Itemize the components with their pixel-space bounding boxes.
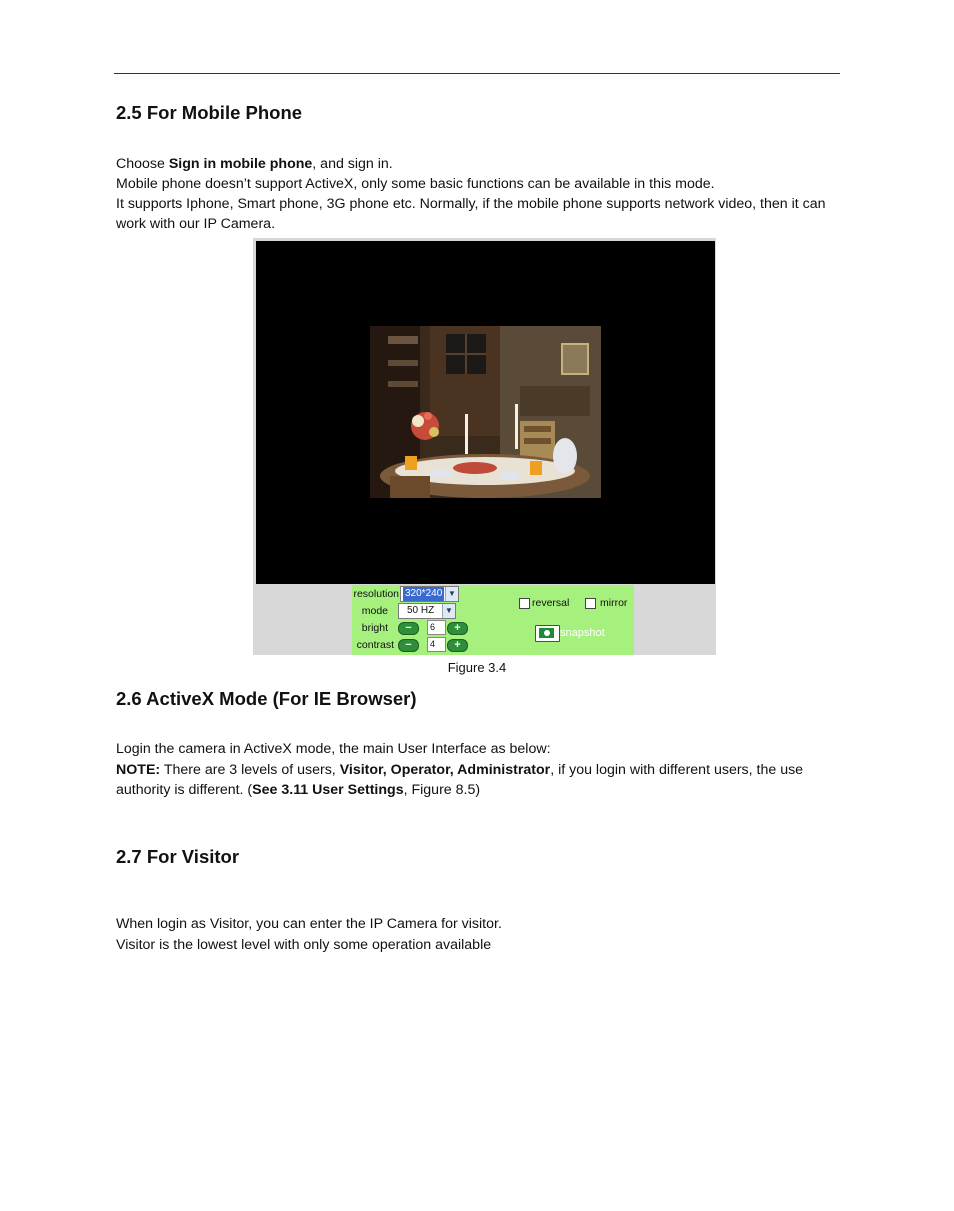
section-heading-2-6: 2.6 ActiveX Mode (For IE Browser) [116, 688, 417, 709]
paragraph-sign-in [116, 154, 840, 174]
mirror-label: mirror [600, 597, 628, 609]
resolution-value: 320*240 [405, 588, 443, 599]
resolution-select[interactable] [400, 586, 459, 602]
contrast-decrease-button[interactable]: − [398, 639, 419, 652]
text: There are 3 levels of users, [160, 762, 340, 778]
mode-select[interactable] [398, 603, 456, 619]
resolution-label: resolution [353, 588, 399, 600]
paragraph-login-activex: Login the camera in ActiveX mode, the main User Interface as below: [116, 741, 551, 757]
header-rule [114, 73, 840, 74]
camera-icon[interactable] [535, 625, 560, 642]
text: , Figure 8.5) [403, 782, 481, 798]
reversal-label: reversal [532, 597, 570, 609]
bright-value: 6 [427, 620, 446, 635]
paragraph-visitor-level: Visitor is the lowest level with only some operation available [116, 937, 492, 953]
section-heading-2-5: 2.5 For Mobile Phone [116, 102, 303, 123]
section-heading-2-7: 2.7 For Visitor [116, 846, 240, 867]
bright-increase-button[interactable]: + [447, 622, 468, 635]
bold-text: Visitor, Operator, Administrator [339, 762, 551, 778]
paragraph-visitor-login: When login as Visitor, you can enter the IP Camera for visitor. [116, 916, 502, 932]
paragraph-supports: It supports Iphone, Smart phone, 3G phone etc. Normally, if the mobile phone supports network video, then it can work with our IP Camera. [116, 196, 826, 232]
bright-label: bright [361, 622, 388, 634]
bold-text: See 3.11 User Settings [252, 782, 404, 798]
paragraph-activex: Mobile phone doesn’t support ActiveX, only some basic functions can be available in this mode. [116, 176, 715, 192]
control-panel [352, 585, 634, 655]
chevron-down-icon: ▼ [445, 587, 458, 601]
mode-value: 50 HZ [407, 605, 435, 616]
mobile-view-figure [253, 238, 716, 655]
contrast-value: 4 [427, 637, 446, 652]
figure-caption: Figure 3.4 [447, 660, 507, 675]
text: Choose [116, 156, 169, 172]
video-area [256, 241, 715, 584]
paragraph-note [116, 760, 840, 800]
text: , if you login with different users, the use authority is different. ( [116, 762, 804, 798]
reversal-checkbox[interactable] [519, 598, 530, 609]
chevron-down-icon: ▼ [442, 604, 455, 618]
camera-image [370, 326, 601, 498]
snapshot-button[interactable]: snapshot [560, 627, 605, 639]
contrast-label: contrast [356, 639, 394, 651]
mode-label: mode [361, 605, 388, 617]
mirror-checkbox[interactable] [585, 598, 596, 609]
bright-decrease-button[interactable]: − [398, 622, 419, 635]
text: , and sign in. [312, 156, 393, 172]
bold-text: Sign in mobile phone [168, 156, 313, 172]
contrast-increase-button[interactable]: + [447, 639, 468, 652]
note-label: NOTE: [116, 762, 161, 778]
